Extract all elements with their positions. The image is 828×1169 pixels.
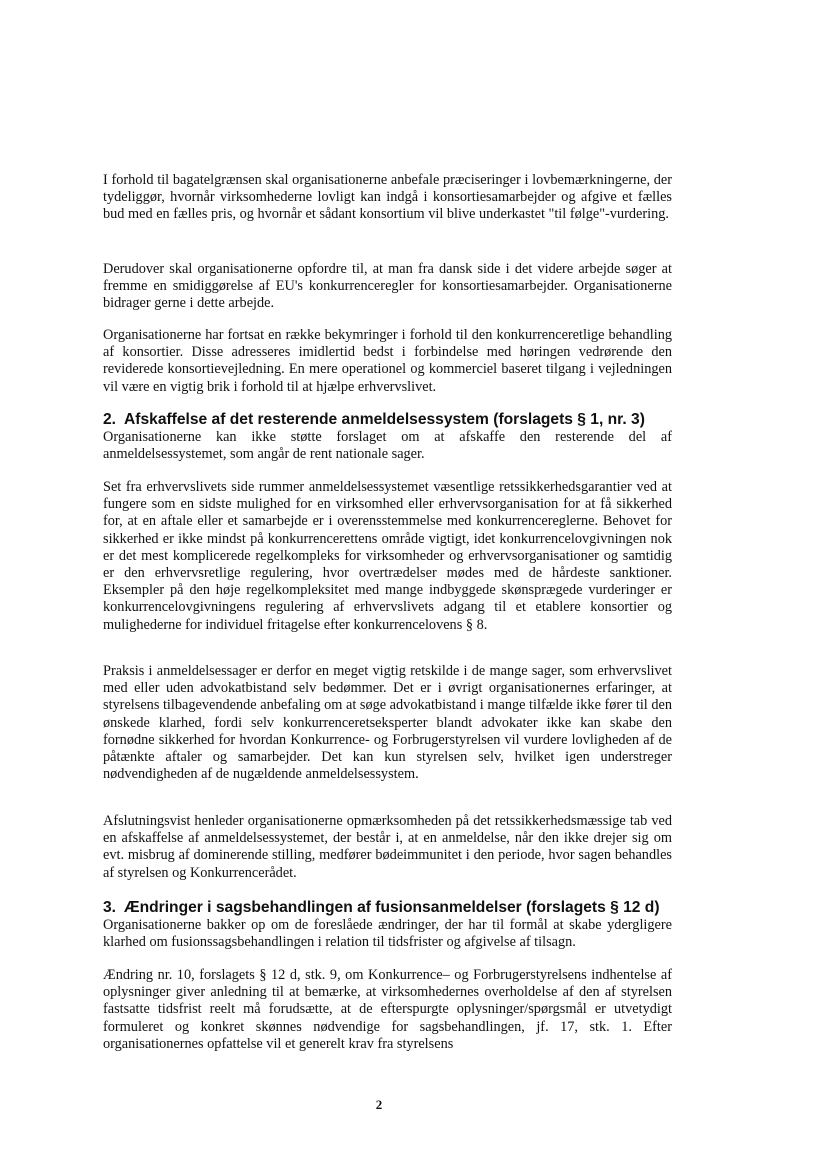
section-2 bbox=[103, 411, 672, 463]
section-number: 2. bbox=[103, 411, 117, 428]
page-number: 2 bbox=[375, 1097, 383, 1112]
paragraph-eu-rules: Derudover skal organisationerne opfordre til, at man fra dansk side i det videre arbejde søger at fremme en smidiggørelse af EU's konkurrenceregler for konsortiesamarbejder. Organisationerne bidrager gerne i dette arbejde. bbox=[103, 261, 672, 312]
paragraph-no-support: Organisationerne kan ikke støtte forslaget om at afskaffe den resterende del af anmeldelsessystemet, som angår de rent nationale sager. bbox=[103, 429, 672, 463]
section-heading bbox=[103, 899, 672, 917]
body-text-column bbox=[103, 327, 672, 396]
body-text-column bbox=[103, 261, 672, 313]
body-text-column bbox=[103, 172, 672, 224]
section-3 bbox=[103, 899, 672, 951]
section-title: Afskaffelse af det resterende anmeldelsessystem (forslagets § 1, nr. 3) bbox=[124, 411, 645, 428]
paragraph-legal-certainty: Set fra erhvervslivets side rummer anmeldelsessystemet væsentlige retssikkerhedsgarantier ved at fungere som en sidste mulighed for en virksomhed eller erhvervsorganisation for at få sikkerhed for, at en aftale eller et samarbejde er i overensstemmelse med konkurrencereglerne. Behovet for sikkerhed er ikke mindst på konkurrencerettens område vigtigt, idet konkurrencelovgivningen nok er det mest komplicerede regelkompleks for virksomheder og erhvervsorganisationer og samtidig er den erhvervsretlige regulering, hvor overtrædelser mødes med de hårdeste sanktioner. Eksempler på den høje regelkompleksitet med mange indbyggede skønsprægede vurderinger er konkurrencelovgivningens regulering af erhvervslivets adgang til et etablere konsortier og mulighederne for individuel fritagelse efter konkurrencelovens § 8. bbox=[103, 479, 672, 633]
body-text-column bbox=[103, 479, 672, 634]
body-text-column bbox=[103, 813, 672, 882]
section-number: 3. bbox=[103, 899, 117, 916]
paragraph-amendment-10: Ændring nr. 10, forslagets § 12 d, stk. 9, om Konkurrence– og Forbrugerstyrelsens indhentelse af oplysninger giver anledning til at bemærke, at virksomhedernes overholdelse af den af styrelsen fastsatte tidsfrist reelt må forudsætte, at de efterspurgte oplysninger/spørgsmål er utvetydigt formuleret og konkret skønnes nødvendige for sagsbehandlingen, jf. 17, stk. 1. Efter organisationernes opfattelse vil et generelt krav fra styrelsens bbox=[103, 967, 672, 1052]
body-text-column bbox=[103, 663, 672, 783]
section-title: Ændringer i sagsbehandlingen af fusionsanmeldelser (forslagets § 12 d) bbox=[124, 899, 660, 916]
paragraph-bagatel: I forhold til bagatelgrænsen skal organisationerne anbefale præciseringer i lovbemærkningerne, der tydeliggør, hvornår virksomhederne lovligt kan indgå i konsortiesamarbejder og afgive et fælles bud med en fælles pris, og hvornår et sådant konsortium vil blive underkastet "til følge"-vurdering. bbox=[103, 172, 672, 223]
section-heading bbox=[103, 411, 672, 429]
paragraph-merger-support: Organisationerne bakker op om de foreslåede ændringer, der har til formål at skabe ydergligere klarhed om fusionssagsbehandlingen i relation til tidsfrister og afgivelse af tilsagn. bbox=[103, 917, 672, 951]
body-text-column bbox=[103, 967, 672, 1053]
paragraph-practice: Praksis i anmeldelsessager er derfor en meget vigtig retskilde i de mange sager, som erhvervslivet med eller uden advokatbistand selv bedømmer. Det er i øvrigt organisationernes erfaringer, at styrelsens tilbagevendende anbefaling om at søge advokatbistand i mange tilfælde ikke fører til den ønskede klarhed, fordi selv konkurrenceretseksperter blandt advokater ikke kan skabe den fornødne sikkerhed for hvordan Konkurrence- og Forbrugerstyrelsen vil vurdere lovligheden af de påtænkte aftaler og samarbejder. Det kan kun styrelsen selv, hvilket igen understreger nødvendigheden af de nugældende anmeldelsessystem. bbox=[103, 663, 672, 783]
paragraph-conclusion: Afslutningsvist henleder organisationerne opmærksomheden på det retssikkerhedsmæssige tab ved en afskaffelse af anmeldelsessystemet, der består i, at en anmeldelse, når den ikke drejer sig om evt. misbrug af dominerende stilling, medfører bødeimmunitet i den periode, hvor sagen behandles af styrelsen og Konkurrencerådet. bbox=[103, 813, 672, 881]
paragraph-consortia-concerns: Organisationerne har fortsat en række bekymringer i forhold til den konkurrenceretlige behandling af konsortier. Disse adresseres imidlertid bedst i forbindelse med høringen vedrørende den reviderede konsortievejledning. En mere operationel og kommerciel baseret tilgang i vejledningen vil være en vigtig brik i forhold til at hjælpe erhvervslivet. bbox=[103, 327, 672, 395]
